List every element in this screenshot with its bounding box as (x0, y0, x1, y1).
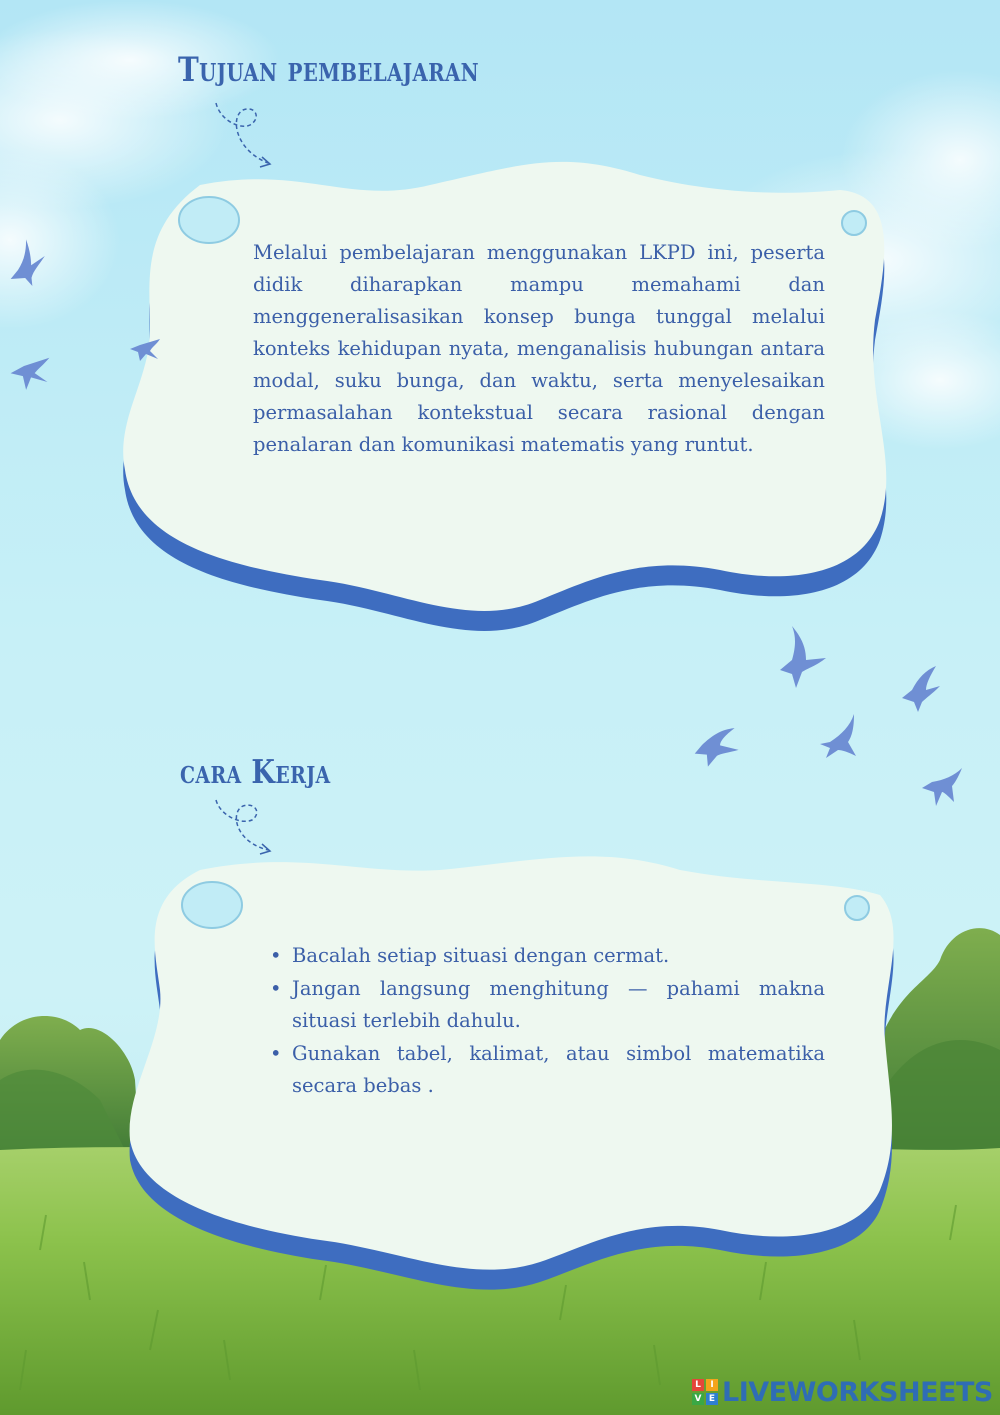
list-item: • Gunakan tabel, kalimat, atau simbol matematika secara bebas . (270, 1038, 825, 1103)
list-item: • Jangan langsung menghitung — pahami makna situasi terlebih dahulu. (270, 973, 825, 1038)
logo-letter: V (692, 1393, 704, 1405)
trees-right (880, 928, 1000, 1160)
logo-letter: I (706, 1379, 718, 1391)
bird-icon (780, 626, 826, 688)
logo-letter: E (706, 1393, 718, 1405)
bird-icon (902, 666, 940, 712)
steps-list (270, 940, 825, 1103)
bird-icon (922, 768, 962, 806)
logo-letter: L (692, 1379, 704, 1391)
arrow-head-icon-1 (260, 157, 270, 167)
brand-name: LIVEWORKSHEETS (722, 1376, 993, 1408)
arrow-head-icon-2 (260, 844, 270, 854)
bird-icon (693, 728, 740, 768)
arrow-icon-2 (216, 800, 268, 850)
liveworksheets-logo[interactable] (692, 1375, 993, 1409)
objectives-heading: Tujuan pembelajaran (178, 50, 480, 90)
bird-icon (820, 714, 856, 758)
trees-left (0, 1016, 140, 1160)
bird-icon (10, 358, 52, 391)
list-item: • Bacalah setiap situasi dengan cermat. (270, 940, 825, 973)
steps-heading: cara Kerja (180, 752, 331, 791)
objectives-text: Melalui pembelajaran menggunakan LKPD ini, peserta didik diharapkan mampu memahami dan menggeneralisasikan konsep bunga tunggal melalui konteks kehidupan nyata, menganalisis hubungan antara modal, suku bunga, dan waktu, serta menyelesaikan permasalahan kontekstual secara rasional dengan penalaran dan komunikasi matematis yang runtut. (253, 241, 825, 456)
logo-grid-icon (692, 1379, 718, 1405)
